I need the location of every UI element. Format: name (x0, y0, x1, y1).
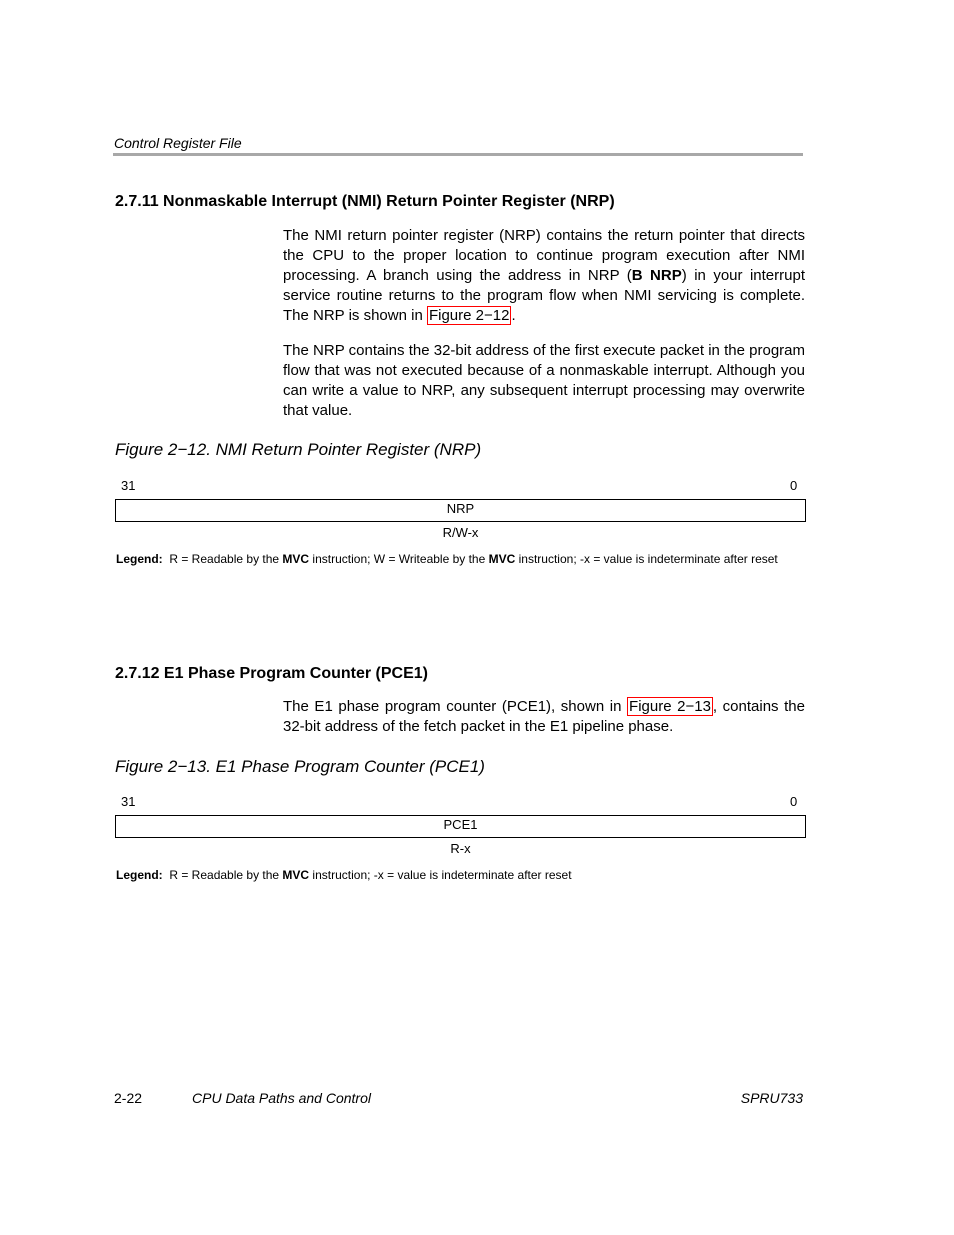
nrp-bit-low: 0 (790, 478, 798, 493)
nrp-legend-part1: R = Readable by the (169, 552, 283, 566)
header-rule (113, 153, 803, 156)
nrp-legend (116, 552, 778, 566)
pce1-para1-text-start: The E1 phase program counter (PCE1), shown in (283, 698, 628, 715)
nrp-para1-text-start: The NMI return pointer register (NRP) contains the return pointer that directs the CPU to the proper location to continue program execution after NMI processing. A branch using the address in NRP ( (283, 227, 805, 284)
pce1-para1-text-end: , contains the 32-bit address of the fetch packet in the E1 pipeline phase. (283, 698, 805, 735)
nrp-legend-part3: instruction; -x = value is indeterminate after reset (515, 552, 778, 566)
pce1-legend (116, 868, 572, 882)
nrp-para1-text-mid: ) in your interrupt service routine returns to the program flow when NMI servicing is complete. The NRP is shown in (283, 267, 805, 324)
footer-chapter-title: CPU Data Paths and Control (192, 1090, 371, 1106)
nrp-field-name: NRP (446, 501, 475, 516)
nrp-legend-part2: instruction; W = Writeable by the (309, 552, 489, 566)
pce1-legend-label: Legend: (116, 868, 163, 882)
pce1-bit-high: 31 (121, 794, 136, 809)
pce1-legend-part2: instruction; -x = value is indeterminate after reset (309, 868, 572, 882)
pce1-legend-mvc: MVC (282, 868, 310, 882)
footer-page-number: 2-22 (114, 1090, 143, 1106)
nrp-legend-mvc-1: MVC (282, 552, 310, 566)
pce1-field-name: PCE1 (443, 817, 478, 832)
pce1-bit-low: 0 (790, 794, 798, 809)
nrp-access-type: R/W-x (442, 525, 479, 540)
figure-2-13-link[interactable]: Figure 2−13 (629, 698, 711, 715)
nrp-bit-high: 31 (121, 478, 136, 493)
section-heading-pce1: 2.7.12 E1 Phase Program Counter (PCE1) (115, 665, 428, 682)
nrp-para1-code: B NRP (631, 267, 682, 284)
figure-2-12-caption: Figure 2−12. NMI Return Pointer Register (NRP) (115, 440, 482, 459)
nrp-legend-mvc-2: MVC (488, 552, 516, 566)
nrp-paragraph-1 (283, 226, 805, 326)
figure-2-12-link[interactable]: Figure 2−12 (428, 307, 510, 324)
pce1-access-type: R-x (450, 841, 471, 856)
figure-2-13-caption: Figure 2−13. E1 Phase Program Counter (PCE1) (115, 757, 485, 776)
running-header: Control Register File (114, 135, 242, 151)
nrp-legend-label: Legend: (116, 552, 163, 566)
pce1-paragraph-1 (283, 697, 805, 737)
nrp-para1-text-end: . (511, 307, 516, 324)
footer-doc-id: SPRU733 (740, 1090, 803, 1106)
pce1-legend-part1: R = Readable by the (169, 868, 283, 882)
nrp-paragraph-2: The NRP contains the 32-bit address of the first execute packet in the program flow that was not executed because of a nonmaskable interrupt. Although you can write a value to NRP, any subsequent interrupt processing may overwrite that value. (283, 342, 805, 419)
section-heading-nrp: 2.7.11 Nonmaskable Interrupt (NMI) Return Pointer Register (NRP) (115, 193, 615, 210)
